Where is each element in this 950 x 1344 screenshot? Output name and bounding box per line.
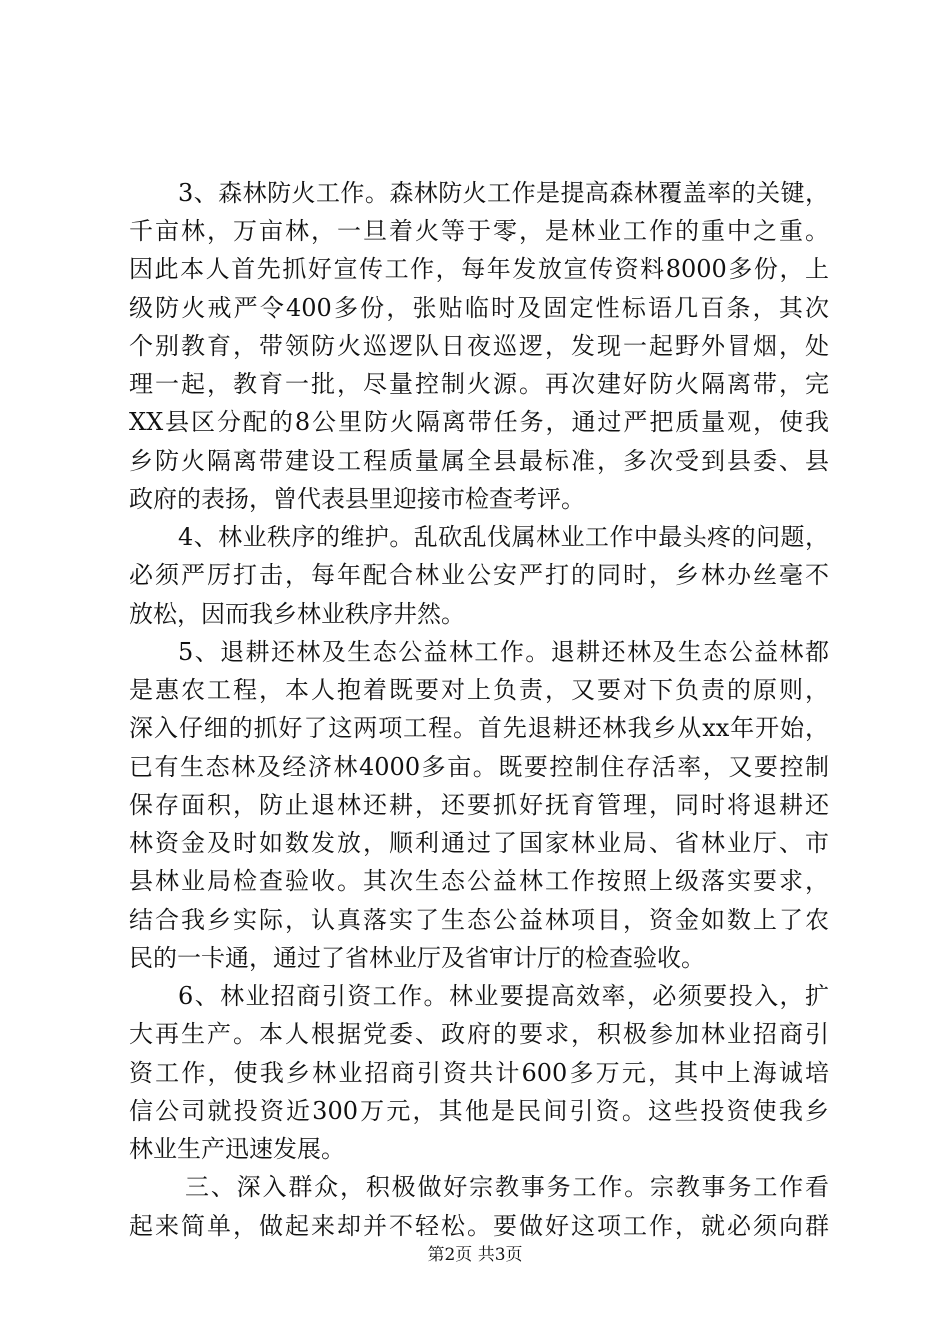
- paragraph-line: 个别教育，带领防火巡逻队日夜巡逻，发现一起野外冒烟，处: [129, 332, 829, 360]
- paragraph-line: 必须严厉打击，每年配合林业公安严打的同时，乡林办丝毫不: [129, 561, 829, 589]
- paragraph-line: 千亩林，万亩林，一旦着火等于零，是林业工作的重中之重。: [129, 217, 829, 245]
- paragraph-line: 3、森林防火工作。森林防火工作是提高森林覆盖率的关键，: [178, 179, 829, 207]
- paragraph-line: 起来简单，做起来却并不轻松。要做好这项工作，就必须向群: [129, 1212, 829, 1240]
- page-number-footer: 第2页 共3页: [427, 1245, 523, 1265]
- paragraph-line: 深入仔细的抓好了这两项工程。首先退耕还林我乡从xx年开始，: [129, 714, 829, 742]
- paragraph-line: 因此本人首先抓好宣传工作，每年发放宣传资料8000多份，上: [129, 255, 829, 283]
- paragraph-line: 林资金及时如数发放，顺利通过了国家林业局、省林业厅、市: [129, 829, 829, 857]
- paragraph-line: 资工作，使我乡林业招商引资共计600多万元，其中上海诚培: [129, 1059, 829, 1087]
- paragraph-line: 林业生产迅速发展。: [129, 1135, 345, 1163]
- paragraph-line: 县林业局检查验收。其次生态公益林工作按照上级落实要求，: [129, 867, 829, 895]
- paragraph-line: 4、林业秩序的维护。乱砍乱伐属林业工作中最头疼的问题，: [178, 523, 829, 551]
- paragraph-line: 政府的表扬，曾代表县里迎接市检查考评。: [129, 485, 585, 513]
- paragraph-line: 放松，因而我乡林业秩序井然。: [129, 600, 465, 628]
- paragraph-line: 乡防火隔离带建设工程质量属全县最标准，多次受到县委、县: [129, 447, 829, 475]
- paragraph-line: 结合我乡实际，认真落实了生态公益林项目，资金如数上了农: [129, 906, 829, 934]
- paragraph-line: 三、深入群众，积极做好宗教事务工作。宗教事务工作看: [185, 1173, 829, 1201]
- paragraph-line: 已有生态林及经济林4000多亩。既要控制住存活率，又要控制: [129, 753, 829, 781]
- paragraph-line: 级防火戒严令400多份，张贴临时及固定性标语几百条，其次: [129, 294, 829, 322]
- paragraph-line: XX县区分配的8公里防火隔离带任务，通过严把质量观，使我: [129, 408, 829, 436]
- paragraph-line: 是惠农工程，本人抱着既要对上负责，又要对下负责的原则，: [129, 676, 829, 704]
- paragraph-line: 保存面积，防止退林还耕，还要抓好抚育管理，同时将退耕还: [129, 791, 829, 819]
- paragraph-line: 理一起，教育一批，尽量控制火源。再次建好防火隔离带，完: [129, 370, 829, 398]
- paragraph-line: 5、退耕还林及生态公益林工作。退耕还林及生态公益林都: [178, 638, 829, 666]
- paragraph-line: 信公司就投资近300万元，其他是民间引资。这些投资使我乡: [129, 1097, 829, 1125]
- paragraph-line: 民的一卡通，通过了省林业厅及省审计厅的检查验收。: [129, 944, 705, 972]
- paragraph-line: 大再生产。本人根据党委、政府的要求，积极参加林业招商引: [129, 1020, 829, 1048]
- paragraph-line: 6、林业招商引资工作。林业要提高效率，必须要投入，扩: [178, 982, 829, 1010]
